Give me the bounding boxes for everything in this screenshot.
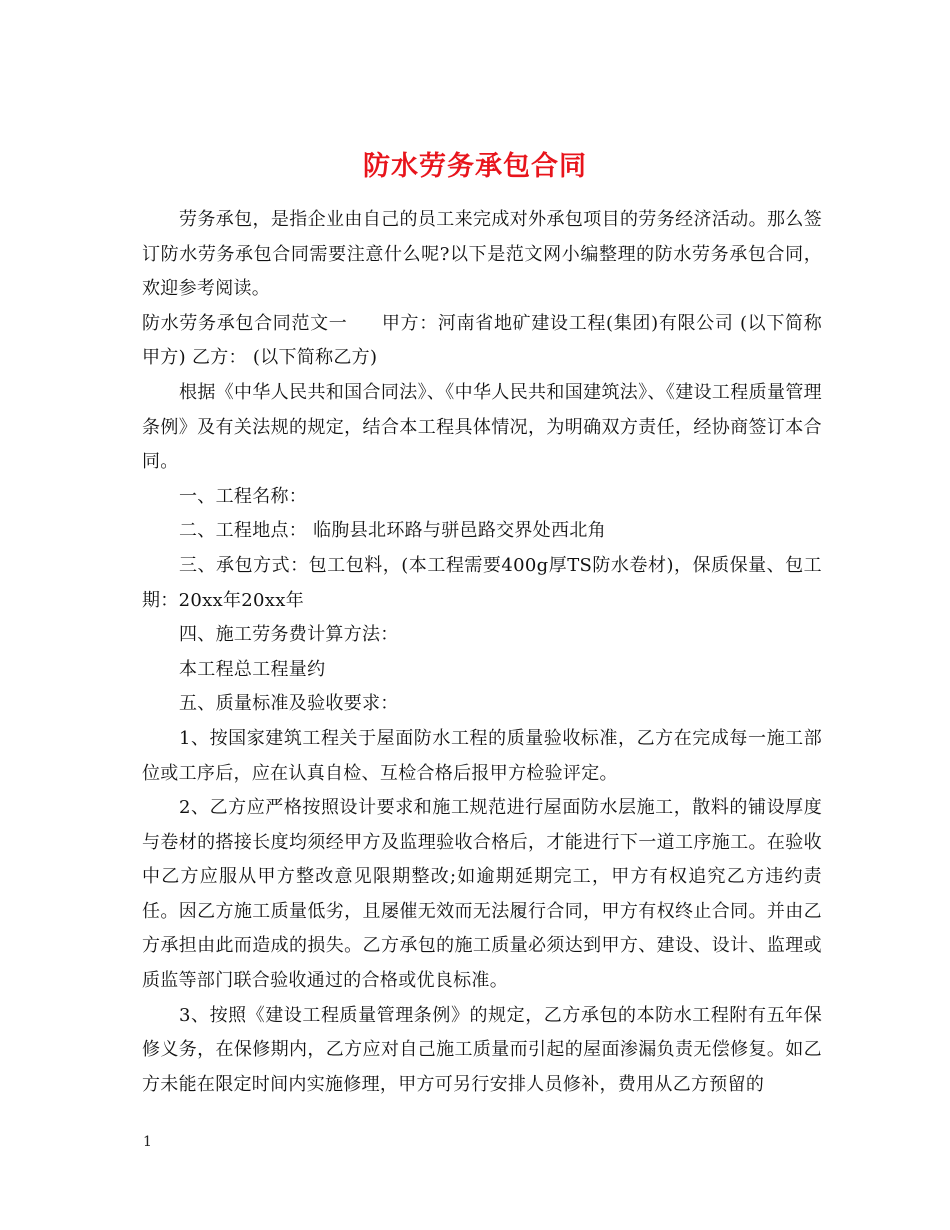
sample-heading: 防水劳务承包合同范文一 <box>142 312 348 334</box>
clause-2: 2、乙方应严格按照设计要求和施工规范进行屋面防水层施工，散料的铺设厚度与卷材的搭接长度均须经甲方及监理验收合格后，才能进行下一道工序施工。在验收中乙方应服从甲方整改意见限期整改;如逾期延期完工，甲方有权追究乙方违约责任。因乙方施工质量低劣，且屡催无效而无法履行合同，甲方有权终止合同。并由乙方承担由此而造成的损失。乙方承包的施工质量必须达到甲方、建设、设计、监理或质监等部门联合验收通过的合格或优良标准。 <box>142 797 822 992</box>
sample-line <box>142 307 822 376</box>
item-total-quantity: 本工程总工程量约 <box>179 658 326 680</box>
intro-paragraph: 劳务承包，是指企业由自己的员工来完成对外承包项目的劳务经济活动。那么签订防水劳务承包合同需要注意什么呢?以下是范文网小编整理的防水劳务承包合同，欢迎参考阅读。 <box>142 209 822 300</box>
basis-paragraph: 根据《中华人民共和国合同法》、《中华人民共和国建筑法》、《建设工程质量管理条例》及有关法规的规定，结合本工程具体情况，为明确双方责任，经协商签订本合同。 <box>142 381 822 473</box>
parties-text: 甲方：河南省地矿建设工程(集团)有限公司 (以下简称甲方) 乙方： (以下简称乙方) <box>142 312 822 369</box>
item-quality-standard: 五、质量标准及验收要求： <box>179 693 399 715</box>
item-labor-fee-method: 四、施工劳务费计算方法： <box>179 624 399 646</box>
item-contract-method: 三、承包方式：包工包料，(本工程需要400g厚TS防水卷材)，保质保量、包工期：20xx年20xx年 <box>142 554 822 611</box>
document-body <box>142 203 822 1102</box>
item-project-location: 二、工程地点： 临朐县北环路与骈邑路交界处西北角 <box>179 520 606 542</box>
clause-1: 1、按国家建筑工程关于屋面防水工程的质量验收标准，乙方在完成每一施工部位或工序后，应在认真自检、互检合格后报甲方检验评定。 <box>142 727 822 784</box>
item-project-name: 一、工程名称： <box>179 485 308 507</box>
page-number: 1 <box>143 1134 152 1150</box>
document-title: 防水劳务承包合同 <box>363 151 587 183</box>
clause-3: 3、按照《建设工程质量管理条例》的规定，乙方承包的本防水工程附有五年保修义务，在保修期内，乙方应对自己施工质量而引起的屋面渗漏负责无偿修复。如乙方未能在限定时间内实施修理，甲方可另行安排人员修补，费用从乙方预留的 <box>142 1004 822 1095</box>
